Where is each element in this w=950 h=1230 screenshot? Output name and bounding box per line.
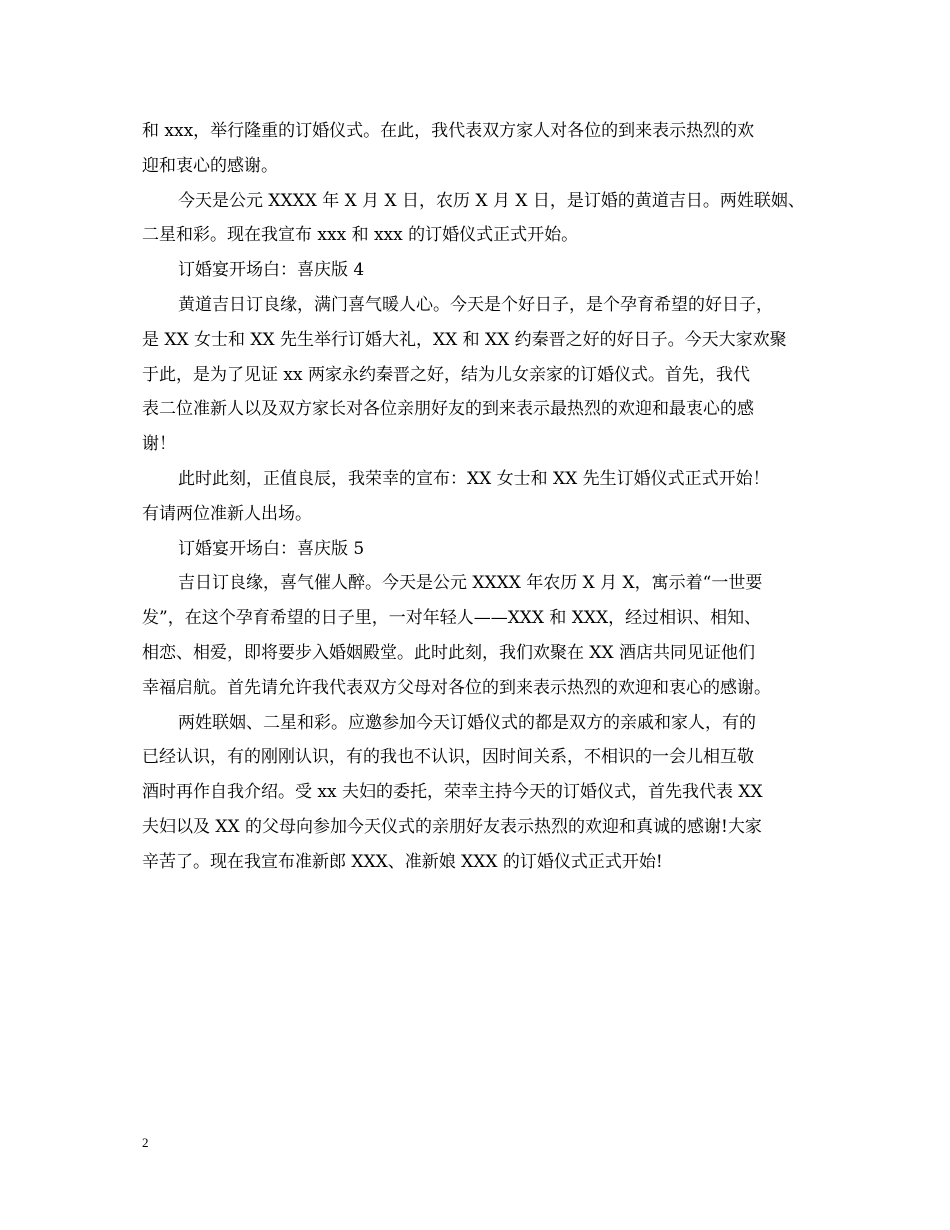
text-line: 和 xxx，举行隆重的订婚仪式。在此，我代表双方家人对各位的到来表示热烈的欢 (142, 121, 755, 141)
text-line: 是 XX 女士和 XX 先生举行订婚大礼，XX 和 XX 约秦晋之好的好日子。今天大家欢聚 (142, 329, 787, 350)
text-line: 于此，是为了见证 xx 两家永约秦晋之好，结为儿女亲家的订婚仪式。首先，我代 (142, 364, 750, 385)
text-line: 两姓联姻、二星和彩。应邀参加今天订婚仪式的都是双方的亲戚和家人，有的 (178, 712, 756, 733)
text-line: 今天是公元 XXXX 年 X 月 X 日，农历 X 月 X 日，是订婚的黄道吉日。两姓联姻、 (178, 190, 805, 211)
document-body (142, 114, 822, 880)
text-line: 表二位准新人以及双方家长对各位亲朋好友的到来表示最热烈的欢迎和最衷心的感 (142, 399, 754, 420)
text-line: 黄道吉日订良缘，满门喜气暖人心。今天是个好日子，是个孕育希望的好日子， (178, 294, 773, 315)
text-line: 此时此刻，正值良辰，我荣幸的宣布：XX 女士和 XX 先生订婚仪式正式开始！ (178, 468, 770, 489)
section-heading: 订婚宴开场白：喜庆版 5 (178, 538, 365, 559)
text-line: 吉日订良缘，喜气催人醉。今天是公元 XXXX 年农历 X 月 X，寓示着“一世要 (178, 573, 763, 594)
text-line: 辛苦了。现在我宣布准新郎 XXX、准新娘 XXX 的订婚仪式正式开始! (142, 851, 663, 872)
text-line: 谢！ (142, 434, 176, 455)
text-line: 酒时再作自我介绍。受 xx 夫妇的委托，荣幸主持今天的订婚仪式，首先我代表 XX (142, 782, 763, 803)
text-line: 相恋、相爱，即将要步入婚姻殿堂。此时此刻，我们欢聚在 XX 酒店共同见证他们 (142, 642, 756, 663)
text-line: 发”，在这个孕育希望的日子里，一对年轻人——XXX 和 XXX，经过相识、相知、 (142, 608, 762, 629)
text-line: 已经认识，有的刚刚认识，有的我也不认识，因时间关系，不相识的一会儿相互敬 (142, 747, 754, 768)
section-heading: 订婚宴开场白：喜庆版 4 (178, 260, 365, 281)
text-line: 迎和衷心的感谢。 (142, 155, 278, 176)
text-line: 夫妇以及 XX 的父母向参加今天仪式的亲朋好友表示热烈的欢迎和真诚的感谢!大家 (142, 816, 762, 837)
text-line: 有请两位准新人出场。 (142, 503, 312, 524)
page-number: 2 (142, 1135, 149, 1150)
text-line: 二星和彩。现在我宣布 xxx 和 xxx 的订婚仪式正式开始。 (142, 225, 579, 246)
text-line: 幸福启航。首先请允许我代表双方父母对各位的到来表示热烈的欢迎和衷心的感谢。 (142, 677, 771, 698)
